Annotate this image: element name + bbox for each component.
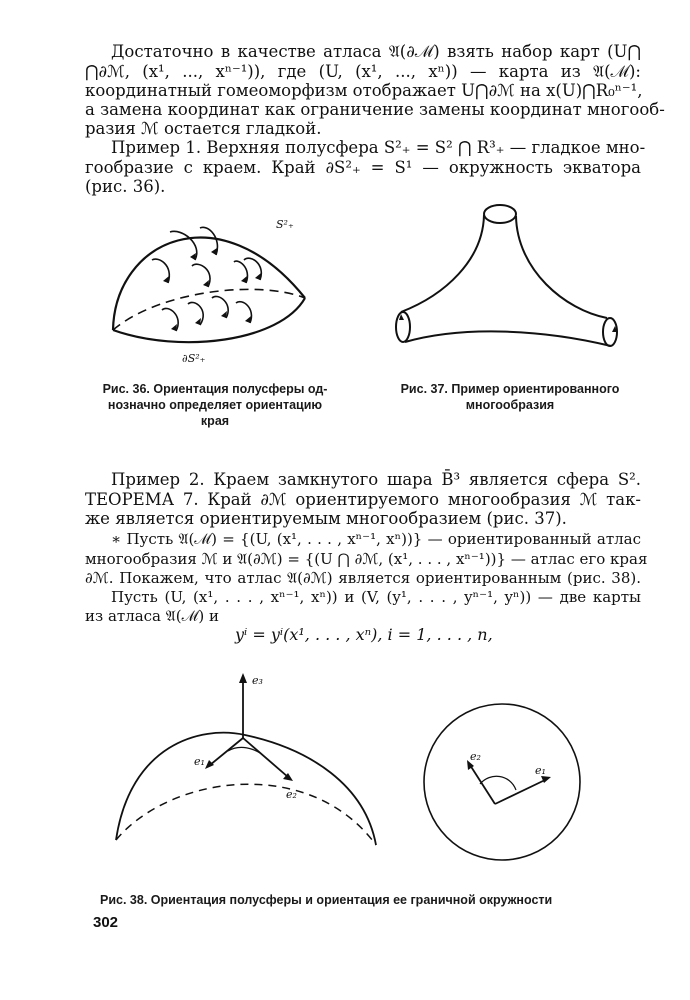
caption-line: нозначно определяет ориентацию [107, 398, 323, 412]
caption-line: Рис. 37. Пример ориентированного [400, 382, 620, 396]
text-line: ⋂∂ℳ, (x¹, ..., xⁿ⁻¹)), где (U, (x¹, ..., xⁿ)) — карта из 𝔄(ℳ): [85, 62, 641, 81]
caption-line: Рис. 36. Ориентация полусферы од- [102, 382, 328, 396]
formula: yⁱ = yⁱ(x¹, . . . , xⁿ), i = 1, . . . , n, [235, 625, 493, 644]
text-line: гообразие с краем. Край ∂S²₊ = S¹ — окружность экватора [85, 158, 641, 177]
fig36-label-top: S²₊ [276, 218, 294, 231]
fig38-circle-label-e1: e₁ [535, 764, 546, 777]
figure-37-manifold [385, 200, 635, 360]
text-line: разия ℳ остается гладкой. [85, 119, 322, 138]
text-line: ТЕОРЕМА 7. Край ∂ℳ ориентируемого многообразия ℳ так- [85, 490, 641, 509]
text-line: Пример 2. Краем замкнутого шара B̄³ является сфера S². [111, 470, 641, 489]
fig38-circle-label-e2: e₂ [470, 750, 481, 763]
text-line: Достаточно в качестве атласа 𝔄(∂ℳ) взять набор карт (U⋂ [111, 42, 641, 61]
text-line: же является ориентируемым многообразием (рис. 37). [85, 509, 567, 528]
fig38-label-e3: e₃ [252, 674, 263, 687]
page-number: 302 [93, 914, 119, 931]
text-line: (рис. 36). [85, 177, 166, 196]
fig36-label-bottom: ∂S²₊ [182, 352, 206, 365]
text-line: а замена координат как ограничение замены координат многооб- [85, 100, 665, 119]
fig38-caption: Рис. 38. Ориентация полусферы и ориентация ее граничной окружности [100, 893, 553, 907]
figure-38-hemisphere [110, 665, 400, 865]
caption-line: многообразия [465, 398, 555, 412]
text-line: ∗ Пусть 𝔄(ℳ) = {(U, (x¹, . . . , xⁿ⁻¹, xⁿ))} — ориентированный атлас [111, 530, 641, 548]
fig37-caption [380, 381, 640, 413]
figure-38-circle [420, 700, 585, 865]
fig36-caption [80, 381, 350, 429]
figure-36-hemisphere [100, 200, 330, 380]
fig38-label-e1: e₁ [194, 755, 205, 768]
text-line: из атласа 𝔄(ℳ) и [85, 607, 219, 625]
text-line: Пример 1. Верхняя полусфера S²₊ = S² ⋂ R³₊ — гладкое мно- [111, 138, 646, 157]
text-line: ∂ℳ. Покажем, что атлас 𝔄(∂ℳ) является ориентированным (рис. 38). [85, 569, 641, 587]
text-line: многообразия ℳ и 𝔄(∂ℳ) = {(U ⋂ ∂ℳ, (x¹, . . . , xⁿ⁻¹))} — атлас его края [85, 550, 648, 568]
text-line: координатный гомеоморфизм отображает U⋂∂ℳ на x(U)⋂R₀ⁿ⁻¹, [85, 81, 643, 100]
text-line: Пусть (U, (x¹, . . . , xⁿ⁻¹, xⁿ)) и (V, (y¹, . . . , yⁿ⁻¹, yⁿ)) — две карты [111, 588, 641, 606]
fig38-label-e2: e₂ [286, 788, 297, 801]
caption-line: края [200, 414, 230, 428]
